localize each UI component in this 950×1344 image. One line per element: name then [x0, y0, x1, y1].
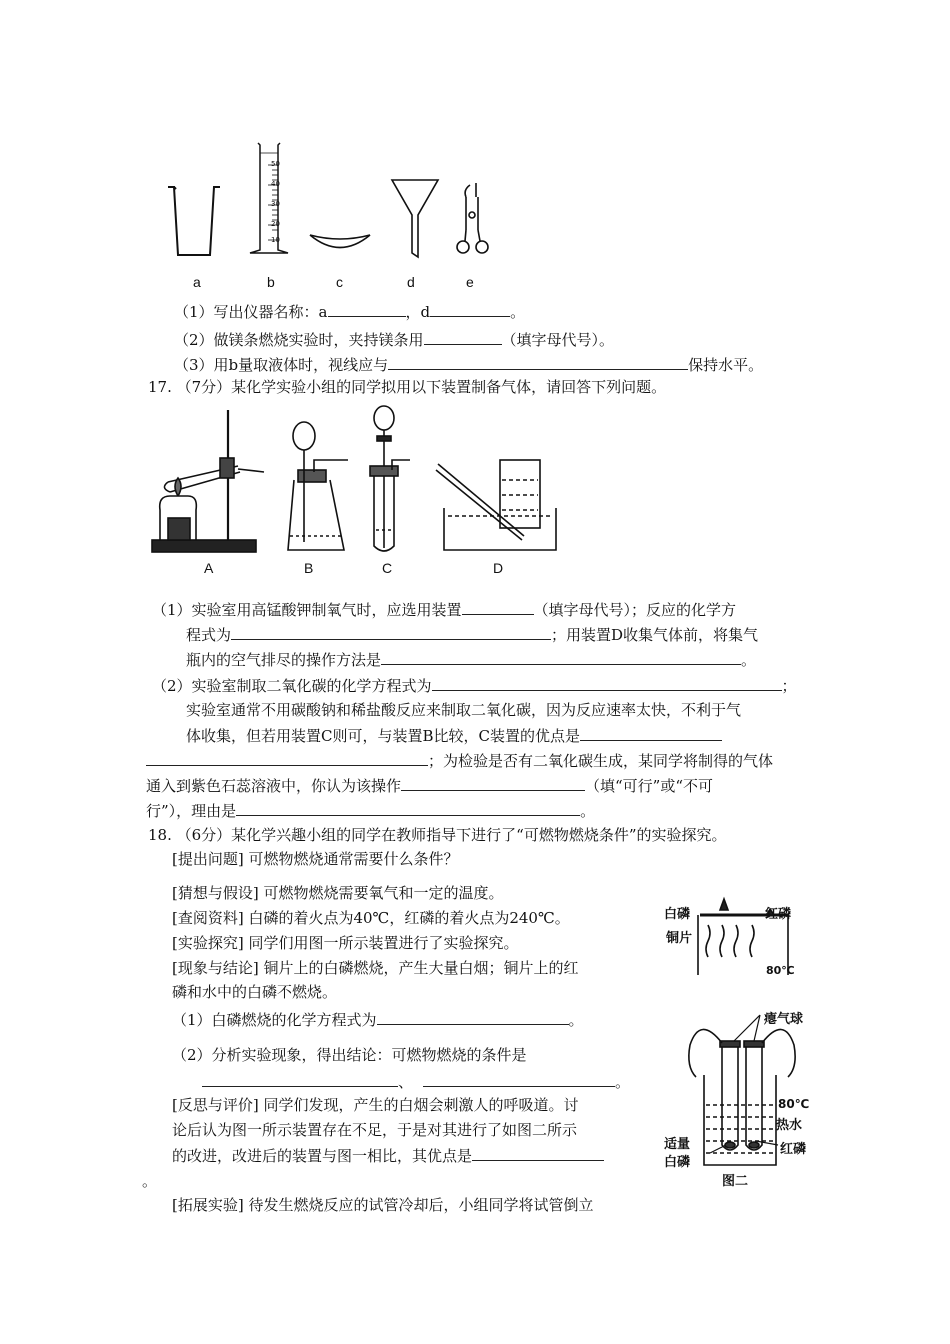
fig2-label-red-phosphorus: 红磷	[780, 1142, 807, 1157]
cylinder-tick-50: 50	[271, 160, 280, 168]
q18-title: 18. （6分）某化学兴趣小组的同学在教师指导下进行了“可燃物燃烧条件”的实验探究。	[148, 826, 727, 844]
fig2-label-temperature: 80℃	[778, 1097, 810, 1111]
answer-blank[interactable]	[472, 1144, 604, 1161]
cylinder-tick-40: 40	[271, 180, 280, 188]
answer-blank[interactable]	[580, 724, 722, 741]
q18-item-2-blanks: 、 。	[202, 1070, 630, 1093]
apparatus-d-drawing	[436, 460, 556, 550]
answer-blank[interactable]	[430, 300, 510, 317]
q18-question: [提出问题] 可燃物燃烧通常需要什么条件？	[172, 850, 459, 868]
q18-phenomenon-2: 磷和水中的白磷不燃烧。	[172, 983, 338, 1001]
funnel-d-drawing	[392, 180, 438, 257]
fig2-label-amount: 适量	[664, 1137, 691, 1152]
answer-blank[interactable]	[462, 598, 534, 615]
answer-blank[interactable]	[388, 353, 688, 370]
q18-reflection-3: 的改进，改进后的装置与图一相比，其优点是	[172, 1144, 604, 1167]
fig2-label-balloon: 瘪气球	[764, 1012, 804, 1027]
fig2-label-hot-water: 热水	[776, 1118, 803, 1133]
apparatus-b-drawing	[288, 422, 348, 550]
cylinder-b-drawing	[250, 143, 288, 253]
answer-blank[interactable]	[236, 799, 580, 816]
tongs-e-drawing	[457, 183, 488, 253]
answer-blank[interactable]	[401, 774, 585, 791]
q18-experiment: [实验探究] 同学们用图一所示装置进行了实验探究。	[172, 934, 519, 952]
q18-item-2: （2）分析实验现象，得出结论：可燃物燃烧的条件是	[172, 1046, 527, 1064]
apparatus-c-drawing	[370, 406, 410, 551]
q17-part1-line2: 程式为 ；用装置D收集气体前，将集气	[186, 623, 758, 646]
q16-item-3: （3）用b量取液体时，视线应与 保持水平。	[174, 353, 763, 376]
q17-part2-line1: （2）实验室制取二氧化碳的化学方程式为 ；	[152, 674, 797, 697]
instrument-label-c: c	[336, 274, 343, 290]
answer-blank[interactable]	[424, 328, 502, 345]
q17-part1-line3: 瓶内的空气排尽的操作方法是 。	[186, 648, 756, 671]
q17-title: 17. （7分）某化学实验小组的同学拟用以下装置制备气体，请回答下列问题。	[148, 378, 667, 396]
instrument-label-d: d	[407, 274, 415, 290]
answer-blank[interactable]	[231, 623, 551, 640]
q16-item-1: （1）写出仪器名称：a ，d 。	[174, 300, 525, 323]
cylinder-tick-20: 20	[271, 220, 280, 228]
apparatus-a-drawing	[152, 410, 264, 552]
instrument-figure	[160, 135, 520, 295]
fig1-label-white-phosphorus: 白磷	[664, 907, 691, 922]
fig1-label-red-phosphorus: 红磷	[765, 907, 792, 922]
gas-apparatus-figure	[148, 400, 568, 560]
instrument-label-e: e	[466, 274, 474, 290]
q17-part1-line1: （1）实验室用高锰酸钾制氧气时，应选用装置 （填字母代号）；反应的化学方	[152, 598, 736, 621]
q18-hypothesis: [猜想与假设] 可燃物燃烧需要氧气和一定的温度。	[172, 884, 504, 902]
fig1-label-copper-sheet: 铜片	[666, 931, 693, 946]
answer-blank[interactable]	[202, 1070, 398, 1087]
answer-blank[interactable]	[328, 300, 406, 317]
beaker-a-drawing	[168, 187, 220, 255]
q16-item-2: （2）做镁条燃烧实验时，夹持镁条用 （填字母代号）。	[174, 328, 614, 351]
q18-reflection-2: 论后认为图一所示装置存在不足，于是对其进行了如图二所示	[172, 1121, 578, 1139]
instrument-label-b: b	[267, 274, 275, 290]
q17-part2-line3: 体收集，但若用装置C则可，与装置B比较，C装置的优点是	[186, 724, 722, 747]
fig2-label-white-phosphorus: 白磷	[664, 1155, 691, 1170]
q18-item-1: （1）白磷燃烧的化学方程式为 。	[172, 1008, 584, 1031]
apparatus-label-d: D	[493, 560, 504, 576]
answer-blank[interactable]	[423, 1070, 615, 1087]
instrument-label-a: a	[193, 274, 201, 290]
apparatus-label-b: B	[304, 560, 314, 576]
q18-reference: [查阅资料] 白磷的着火点为40℃，红磷的着火点为240℃。	[172, 909, 570, 927]
q18-reflection-end: 。	[142, 1172, 158, 1190]
q18-reflection-1: [反思与评价] 同学们发现，产生的白烟会刺激人的呼吸道。讨	[172, 1096, 579, 1114]
apparatus-label-a: A	[204, 560, 214, 576]
q17-part2-line2: 实验室通常不用碳酸钠和稀盐酸反应来制取二氧化碳，因为反应速率太快，不利于气	[186, 701, 742, 719]
cylinder-tick-30: 30	[271, 200, 280, 208]
fig1-label-temperature: 80℃	[766, 964, 795, 977]
answer-blank[interactable]	[381, 648, 741, 665]
fig2-caption: 图二	[722, 1174, 749, 1189]
answer-blank[interactable]	[377, 1008, 569, 1025]
q18-extension: [拓展实验] 待发生燃烧反应的试管冷却后，小组同学将试管倒立	[172, 1196, 594, 1214]
cylinder-tick-10: 10	[271, 236, 280, 244]
q18-phenomenon-1: [现象与结论] 铜片上的白磷燃烧，产生大量白烟；铜片上的红	[172, 959, 579, 977]
dish-c-drawing	[310, 235, 370, 248]
q17-part2-line4: ；为检验是否有二氧化碳生成，某同学将制得的气体	[146, 749, 773, 772]
answer-blank[interactable]	[432, 674, 782, 691]
apparatus-label-c: C	[382, 560, 393, 576]
q17-part2-line6: 行”），理由是 。	[146, 799, 595, 822]
answer-blank[interactable]	[146, 749, 428, 766]
q17-part2-line5: 通入到紫色石蕊溶液中，你认为该操作 （填“可行”或“不可	[146, 774, 713, 797]
